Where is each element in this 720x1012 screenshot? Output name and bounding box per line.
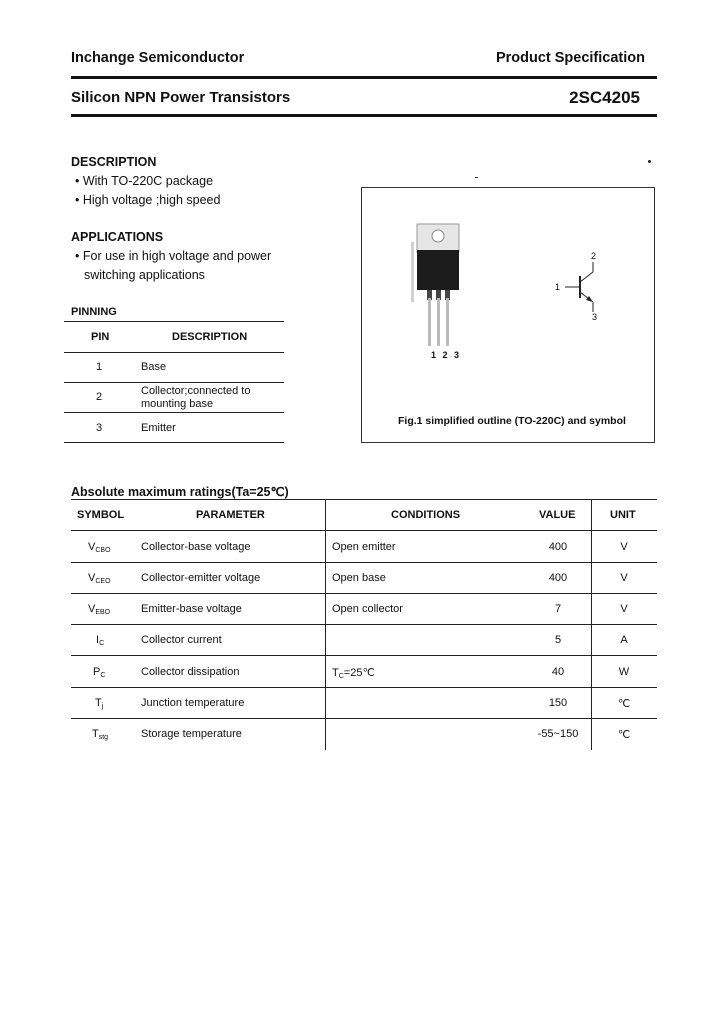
rating-condition: Open base xyxy=(332,572,386,584)
ratings-row-rule xyxy=(71,562,657,563)
description-title: DESCRIPTION xyxy=(71,155,157,169)
rating-symbol: $V_{CEO}$ xyxy=(88,572,111,585)
pinning-col-desc: DESCRIPTION xyxy=(172,331,248,343)
rating-unit: V xyxy=(620,603,628,615)
rating-value: 7 xyxy=(554,603,562,615)
pinning-rule-2 xyxy=(64,382,284,383)
ratings-row-rule xyxy=(71,718,657,719)
rating-unit: A xyxy=(620,634,628,646)
col-symbol: SYMBOL xyxy=(77,509,125,521)
rating-parameter: Emitter-base voltage xyxy=(141,603,242,615)
pinning-rule-3 xyxy=(64,412,284,413)
pin-number: 3 xyxy=(96,422,103,434)
company-name: Inchange Semiconductor xyxy=(71,50,245,66)
rating-unit: V xyxy=(620,541,628,553)
symbol-pin-2: 2 xyxy=(591,251,597,261)
rating-symbol: $P_C$ xyxy=(93,666,106,679)
pin-number: 2 xyxy=(96,391,103,403)
rating-value: 5 xyxy=(554,634,562,646)
pinning-col-pin: PIN xyxy=(91,331,110,343)
ratings-title: Absolute maximum ratings(Ta=25℃) xyxy=(71,485,289,499)
package-outline-icon xyxy=(405,222,475,352)
pin-desc: Collector;connected to mounting base xyxy=(141,385,251,410)
rating-value: 400 xyxy=(548,541,568,553)
ratings-header-rule xyxy=(71,530,657,531)
applications-line-1: • For use in high voltage and power xyxy=(75,249,272,263)
rating-condition: Open collector xyxy=(332,603,403,615)
rating-value: -55~150 xyxy=(537,728,579,740)
symbol-pin-1: 1 xyxy=(555,282,561,292)
description-item-2: • High voltage ;high speed xyxy=(75,193,221,207)
rating-symbol: $T_{stg}$ xyxy=(92,728,109,741)
rating-symbol: $T_j$ xyxy=(95,697,104,710)
pinning-rule-1 xyxy=(64,352,284,353)
rating-parameter: Collector-emitter voltage xyxy=(141,572,261,584)
rating-value: 150 xyxy=(548,697,568,709)
description-item-1: • With TO-220C package xyxy=(75,174,214,188)
pin-desc: Base xyxy=(141,361,167,373)
applications-title: APPLICATIONS xyxy=(71,230,164,244)
col-unit: UNIT xyxy=(610,509,636,521)
rating-symbol: $V_{EBO}$ xyxy=(88,603,111,616)
stray-mark xyxy=(475,177,478,178)
rating-value: 400 xyxy=(548,572,568,584)
rating-parameter: Collector-base voltage xyxy=(141,541,251,553)
rating-condition: $T_C=25℃$ xyxy=(332,667,375,680)
rating-symbol: $V_{CBO}$ xyxy=(88,541,111,554)
header-rule-top xyxy=(71,76,657,79)
rating-parameter: Storage temperature xyxy=(141,728,242,740)
rating-condition: Open emitter xyxy=(332,541,396,553)
applications-line-2: switching applications xyxy=(84,268,205,282)
rating-parameter: Junction temperature xyxy=(141,697,245,709)
header-rule-bottom xyxy=(71,114,657,117)
ratings-top-rule xyxy=(71,499,657,500)
pin-desc: Emitter xyxy=(141,422,176,434)
pinning-title: PINNING xyxy=(71,306,117,318)
ratings-row-rule xyxy=(71,687,657,688)
col-parameter: PARAMETER xyxy=(196,509,265,521)
part-number: 2SC4205 xyxy=(569,88,640,107)
rating-symbol: $I_C$ xyxy=(96,634,105,647)
rating-unit: W xyxy=(618,666,630,678)
ratings-row-rule xyxy=(71,655,657,656)
rating-unit: ℃ xyxy=(617,698,631,710)
doc-type: Product Specification xyxy=(495,50,645,66)
stray-dot xyxy=(648,160,651,163)
pinning-top-rule xyxy=(64,321,284,322)
pin-number: 1 xyxy=(96,361,103,373)
rating-unit: ℃ xyxy=(617,729,631,741)
ratings-row-rule xyxy=(71,624,657,625)
rating-parameter: Collector current xyxy=(141,634,222,646)
symbol-pin-3: 3 xyxy=(592,312,598,322)
figure-caption: Fig.1 simplified outline (TO-220C) and symbol xyxy=(398,415,626,427)
npn-symbol-icon xyxy=(560,258,610,314)
rating-parameter: Collector dissipation xyxy=(141,666,240,678)
pinning-bottom-rule xyxy=(64,442,284,443)
col-conditions: CONDITIONS xyxy=(391,509,461,521)
product-line: Silicon NPN Power Transistors xyxy=(71,89,291,106)
package-pin-numbers: 1 2 3 xyxy=(431,350,462,360)
rating-value: 40 xyxy=(551,666,565,678)
col-value: VALUE xyxy=(539,509,576,521)
rating-unit: V xyxy=(620,572,628,584)
ratings-row-rule xyxy=(71,593,657,594)
